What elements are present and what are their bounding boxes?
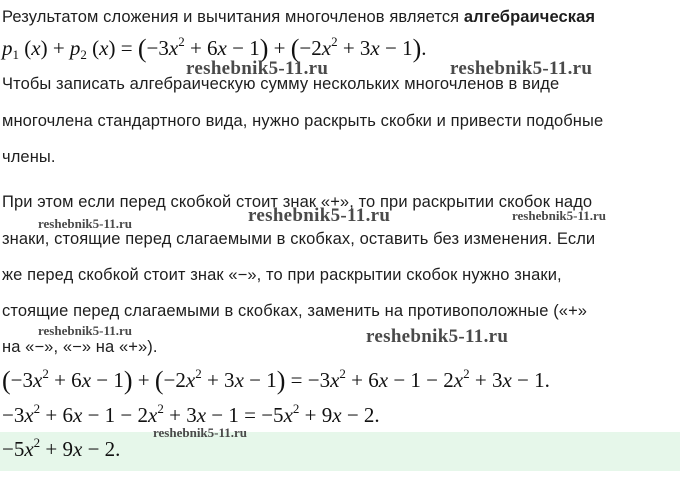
paragraph2-line1: Чтобы записать алгебраическую сумму нескольких многочленов в виде bbox=[2, 75, 560, 93]
formula-collect-terms: $-3x^2 + 6x - 1 - 2x^2 + 3x - 1 = -5x^2 + 9x - 2$. bbox=[2, 401, 380, 427]
paragraph3-line5: на «−», «−» на «+»). bbox=[2, 338, 158, 356]
paragraph2-line2: многочлена стандартного вида, нужно раскрыть скобки и привести подобные bbox=[2, 112, 604, 130]
watermark: reshebnik5-11.ru bbox=[512, 208, 607, 223]
watermark: reshebnik5-11.ru bbox=[248, 205, 391, 226]
paragraph3-line4: стоящие перед слагаемыми в скобках, заменить на противоположные («+» bbox=[2, 302, 588, 320]
watermark: reshebnik5-11.ru bbox=[153, 425, 248, 440]
paragraph3-line3: же перед скобкой стоит знак «−», то при раскрытии скобок нужно знаки, bbox=[2, 266, 562, 284]
formula-expand-brackets: $(-3x^2 + 6x - 1) + (-2x^2 + 3x - 1) = -3x^2 + 6x - 1 - 2x^2 + 3x - 1$. bbox=[2, 366, 550, 395]
intro-text bbox=[2, 8, 595, 27]
watermark: reshebnik5-11.ru bbox=[450, 58, 593, 79]
watermark: reshebnik5-11.ru bbox=[366, 326, 509, 347]
formula-sum-definition: $p_1$ $(x) + p_2$ $(x) = (-3x^2 + 6x - 1) + (-2x^2 + 3x - 1)$. bbox=[2, 34, 427, 63]
watermark: reshebnik5-11.ru bbox=[38, 323, 133, 338]
paragraph3-line1: При этом если перед скобкой стоит знак «+», то при раскрытии скобок надо bbox=[2, 193, 593, 211]
intro-text-bold: алгебраическая bbox=[463, 8, 596, 26]
paragraph3-line2: знаки, стоящие перед слагаемыми в скобках, оставить без изменения. Если bbox=[2, 230, 596, 248]
intro-text-plain: Результатом сложения и вычитания многочленов является bbox=[2, 8, 464, 26]
answer-formula: $-5x^2 + 9x - 2$. bbox=[2, 435, 121, 461]
watermark: reshebnik5-11.ru bbox=[186, 58, 329, 79]
answer-box bbox=[0, 432, 680, 471]
watermark: reshebnik5-11.ru bbox=[38, 216, 133, 231]
paragraph2-line3: члены. bbox=[2, 148, 56, 166]
